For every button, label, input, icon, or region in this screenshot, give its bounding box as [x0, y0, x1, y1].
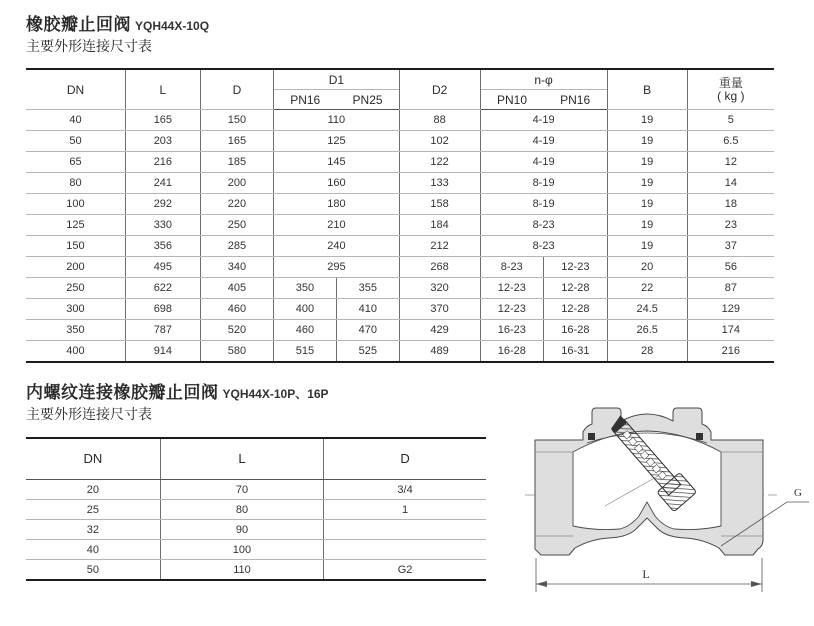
table-cell: 19 — [607, 110, 687, 131]
table-cell: 20 — [607, 257, 687, 278]
col-header-b: B — [607, 69, 687, 110]
table-row — [26, 131, 774, 152]
seal-right — [696, 433, 703, 440]
table-cell — [324, 520, 486, 540]
table-cell: 250 — [26, 278, 125, 299]
table-cell: 50 — [26, 131, 125, 152]
table-row — [26, 560, 486, 581]
section2-model: YQH44X-10P、16P — [222, 387, 329, 401]
table-cell: 88 — [399, 110, 480, 131]
table-cell: 150 — [200, 110, 273, 131]
section2-title — [26, 378, 329, 403]
table-cell: 12-23 — [480, 278, 544, 299]
table-cell: 16-23 — [480, 320, 544, 341]
table-cell: 470 — [336, 320, 399, 341]
table-cell: 8-19 — [480, 173, 607, 194]
table-cell: 515 — [274, 341, 337, 363]
table-cell: 698 — [125, 299, 200, 320]
table-cell: 50 — [26, 560, 160, 581]
table-threaded — [26, 437, 486, 581]
table-cell: 292 — [125, 194, 200, 215]
table-cell: 240 — [274, 236, 400, 257]
table-cell: 16-31 — [544, 341, 608, 363]
table-cell: 8-19 — [480, 194, 607, 215]
table-cell: 8-23 — [480, 257, 544, 278]
col-header-l: L — [125, 69, 200, 110]
weight-label-line1: 重量 — [718, 75, 743, 90]
dimension-l — [536, 558, 762, 592]
table-cell: 1 — [324, 500, 486, 520]
table-row — [26, 500, 486, 520]
col2-header-l: L — [160, 438, 323, 480]
dimension-table-threaded — [26, 437, 486, 581]
table-cell: 4-19 — [480, 131, 607, 152]
table-cell: 200 — [200, 173, 273, 194]
table-cell: 295 — [274, 257, 400, 278]
table-cell: 125 — [26, 215, 125, 236]
table-cell: 400 — [274, 299, 337, 320]
table-row — [26, 540, 486, 560]
table-cell: 8-23 — [480, 215, 607, 236]
table-cell: 210 — [274, 215, 400, 236]
table-cell: 100 — [26, 194, 125, 215]
table-cell: 216 — [687, 341, 774, 363]
table-row — [26, 152, 774, 173]
table-cell: 12-23 — [480, 299, 544, 320]
table-row — [26, 341, 774, 363]
table-cell: 22 — [607, 278, 687, 299]
table-row — [26, 173, 774, 194]
table-cell: 65 — [26, 152, 125, 173]
table-cell: 150 — [26, 236, 125, 257]
table-cell: 495 — [125, 257, 200, 278]
table-cell: 4-19 — [480, 152, 607, 173]
table-cell: 300 — [26, 299, 125, 320]
table-cell: 32 — [26, 520, 160, 540]
table-cell: 914 — [125, 341, 200, 363]
table-cell: 350 — [274, 278, 337, 299]
table-cell: 460 — [200, 299, 273, 320]
table-cell: 14 — [687, 173, 774, 194]
table-cell: 4-19 — [480, 110, 607, 131]
table-cell: 87 — [687, 278, 774, 299]
table-cell: 56 — [687, 257, 774, 278]
table-cell: G2 — [324, 560, 486, 581]
table-cell: 405 — [200, 278, 273, 299]
table-cell: 355 — [336, 278, 399, 299]
table-cell: 70 — [160, 480, 323, 500]
table-cell: 212 — [399, 236, 480, 257]
section1-model: YQH44X-10Q — [135, 19, 210, 33]
thread-g-label: G — [794, 487, 802, 499]
table-cell: 3/4 — [324, 480, 486, 500]
col-header-weight — [687, 69, 774, 110]
table-cell: 460 — [274, 320, 337, 341]
dim-l-label: L — [642, 567, 650, 581]
table-cell: 19 — [607, 194, 687, 215]
section2-title-text: 内螺纹连接橡胶瓣止回阀 — [26, 383, 219, 402]
table-cell: 80 — [26, 173, 125, 194]
table-cell: 520 — [200, 320, 273, 341]
table-cell: 525 — [336, 341, 399, 363]
col2-header-dn: DN — [26, 438, 160, 480]
col-header-d: D — [200, 69, 273, 110]
table-cell: 429 — [399, 320, 480, 341]
col-header-nphi: n-φ — [480, 69, 607, 90]
table-cell: 129 — [687, 299, 774, 320]
valve-drawing — [525, 388, 814, 623]
table-cell: 165 — [125, 110, 200, 131]
table-cell: 356 — [125, 236, 200, 257]
table-cell: 110 — [274, 110, 400, 131]
table-cell: 489 — [399, 341, 480, 363]
table-cell: 203 — [125, 131, 200, 152]
subheader-nphi-pn — [480, 90, 607, 110]
section1-title-text: 橡胶瓣止回阀 — [26, 15, 131, 34]
table-cell: 16-28 — [544, 320, 608, 341]
table-cell: 20 — [26, 480, 160, 500]
table-threaded-body — [26, 480, 486, 581]
table-cell: 122 — [399, 152, 480, 173]
col2-header-d: D — [324, 438, 486, 480]
seal-left — [588, 433, 595, 440]
dimension-table-flanged — [26, 68, 774, 363]
table-cell: 370 — [399, 299, 480, 320]
table-flanged-body — [26, 110, 774, 363]
table-cell: 158 — [399, 194, 480, 215]
table-cell: 180 — [274, 194, 400, 215]
table-cell: 145 — [274, 152, 400, 173]
table-cell: 6.5 — [687, 131, 774, 152]
dim-arrow-right — [751, 581, 762, 587]
subheader-pn16b: PN16 — [560, 92, 591, 107]
table-cell: 285 — [200, 236, 273, 257]
col-header-dn: DN — [26, 69, 125, 110]
table-cell: 185 — [200, 152, 273, 173]
table-cell: 18 — [687, 194, 774, 215]
table-cell: 330 — [125, 215, 200, 236]
table-row — [26, 257, 774, 278]
section1-subtitle: 主要外形连接尺寸表 — [26, 38, 152, 54]
table-cell: 340 — [200, 257, 273, 278]
table-cell: 19 — [607, 131, 687, 152]
table-cell: 19 — [607, 236, 687, 257]
table-cell: 28 — [607, 341, 687, 363]
subheader-pn16a: PN16 — [290, 92, 321, 107]
table-cell: 241 — [125, 173, 200, 194]
table-cell: 12-28 — [544, 278, 608, 299]
table-row — [26, 110, 774, 131]
weight-label-line2: ( kg ) — [717, 88, 745, 103]
table-cell: 23 — [687, 215, 774, 236]
col-header-d1: D1 — [274, 69, 400, 90]
table-cell: 19 — [607, 173, 687, 194]
table-cell: 102 — [399, 131, 480, 152]
table-row — [26, 520, 486, 540]
table-row — [26, 194, 774, 215]
table-row — [26, 215, 774, 236]
table-row — [26, 320, 774, 341]
table-cell: 100 — [160, 540, 323, 560]
table-cell: 12-23 — [544, 257, 608, 278]
table-cell: 580 — [200, 341, 273, 363]
table-cell: 19 — [607, 152, 687, 173]
table-cell: 80 — [160, 500, 323, 520]
table-cell: 787 — [125, 320, 200, 341]
table-cell: 19 — [607, 215, 687, 236]
table-cell: 200 — [26, 257, 125, 278]
table-cell: 400 — [26, 341, 125, 363]
table-cell: 184 — [399, 215, 480, 236]
section1-title — [26, 10, 209, 35]
table-cell: 24.5 — [607, 299, 687, 320]
table-flanged — [26, 68, 774, 363]
table-cell: 174 — [687, 320, 774, 341]
table-cell: 125 — [274, 131, 400, 152]
table-cell: 26.5 — [607, 320, 687, 341]
table-cell: 12 — [687, 152, 774, 173]
table-cell: 160 — [274, 173, 400, 194]
table-cell: 133 — [399, 173, 480, 194]
table-cell: 8-23 — [480, 236, 607, 257]
table-cell — [324, 540, 486, 560]
table-cell: 40 — [26, 110, 125, 131]
table-cell: 220 — [200, 194, 273, 215]
table-cell: 410 — [336, 299, 399, 320]
col-header-d2: D2 — [399, 69, 480, 110]
subheader-pn10: PN10 — [497, 92, 528, 107]
table-cell: 250 — [200, 215, 273, 236]
table-cell: 16-28 — [480, 341, 544, 363]
table-cell: 40 — [26, 540, 160, 560]
table-cell: 25 — [26, 500, 160, 520]
valve-cross-section-svg — [525, 388, 814, 618]
table-row — [26, 236, 774, 257]
table-cell: 37 — [687, 236, 774, 257]
table-cell: 216 — [125, 152, 200, 173]
table-cell: 12-28 — [544, 299, 608, 320]
dim-arrow-left — [536, 581, 547, 587]
table-cell: 5 — [687, 110, 774, 131]
table-cell: 90 — [160, 520, 323, 540]
table-row — [26, 299, 774, 320]
table-row — [26, 278, 774, 299]
table-cell: 165 — [200, 131, 273, 152]
table-row — [26, 480, 486, 500]
table-cell: 268 — [399, 257, 480, 278]
subheader-d1-pn — [274, 90, 400, 110]
subheader-pn25: PN25 — [352, 92, 383, 107]
section2-subtitle: 主要外形连接尺寸表 — [26, 406, 152, 422]
table-cell: 110 — [160, 560, 323, 581]
table-cell: 622 — [125, 278, 200, 299]
table-cell: 350 — [26, 320, 125, 341]
table-cell: 320 — [399, 278, 480, 299]
